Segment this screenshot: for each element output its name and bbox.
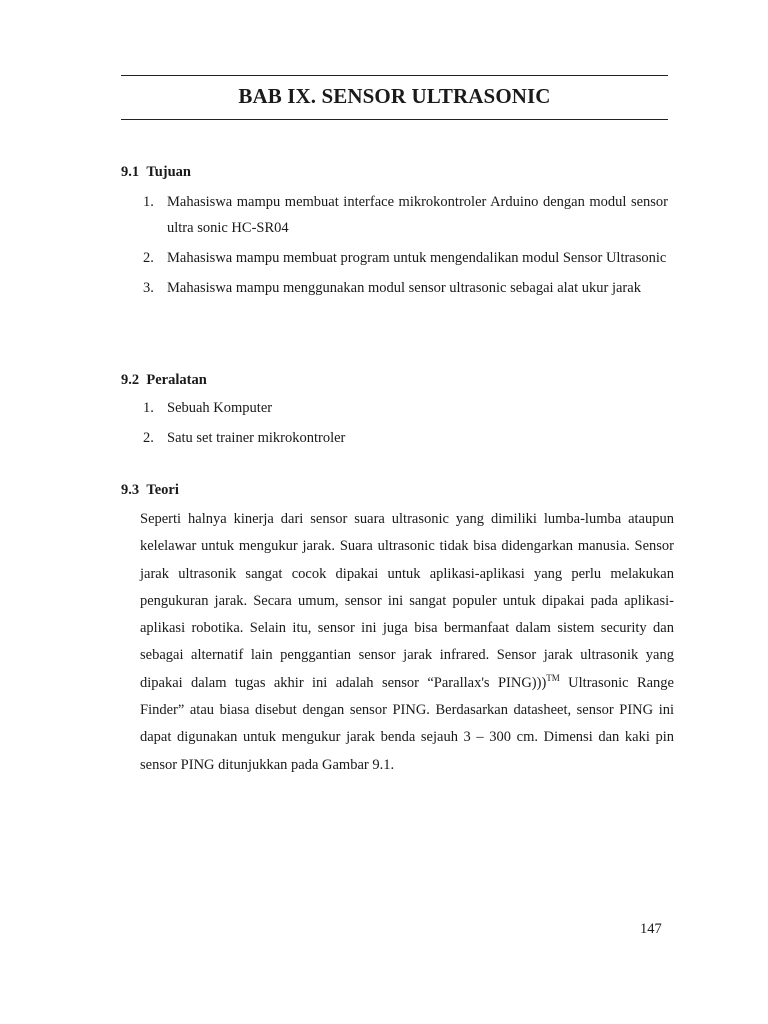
item-text: Sebuah Komputer	[167, 400, 273, 416]
item-text: Mahasiswa mampu menggunakan modul sensor ultrasonic sebagai alat ukur jarak	[167, 280, 641, 296]
chapter-title: BAB IX. SENSOR ULTRASONIC	[238, 84, 551, 108]
tujuan-list	[121, 189, 668, 301]
item-number: 2.	[143, 430, 154, 446]
list-item	[121, 395, 668, 421]
section-title: Tujuan	[146, 164, 191, 180]
list-item	[121, 425, 668, 451]
item-text: Satu set trainer mikrokontroler	[167, 430, 346, 446]
section-title: Peralatan	[146, 372, 207, 388]
paragraph-text: Seperti halnya kinerja dari sensor suara ultrasonic yang dimiliki lumba-lumba ataupun kelelawar untuk mengukur jarak. Suara ultrasonic tidak bisa didengarkan manusia. Sensor jarak ultrasonik sangat cocok dipakai untuk aplikasi-aplikasi yang perlu melakukan pengukuran jarak. Secara umum, sensor ini sangat populer untuk dipakai pada aplikasi-aplikasi robotika. Selain itu, sensor ini juga bisa bermanfaat dalam sistem security dan sebagai alternatif lain penggantian sensor jarak infrared. Sensor jarak ultrasonik yang dipakai dalam tugas akhir ini adalah sensor “Parallax's PING)))	[140, 511, 674, 691]
item-number: 1.	[143, 400, 154, 416]
title-rule-top	[121, 75, 668, 76]
item-number: 3.	[143, 280, 154, 296]
paragraph-text: Ultrasonic Range Finder” atau biasa disebut dengan sensor PING. Berdasarkan datasheet, sensor PING ini dapat digunakan untuk mengukur jarak benda sejauh 3 – 300 cm. Dimensi dan kaki pin sensor PING ditunjukkan pada Gambar 9.1.	[140, 674, 674, 773]
section-number: 9.3	[121, 482, 140, 498]
section-number: 9.2	[121, 372, 140, 388]
trademark-symbol: TM	[546, 672, 560, 683]
item-number: 2.	[143, 250, 154, 266]
page-number: 147	[640, 921, 662, 937]
list-item	[121, 245, 668, 271]
section-heading-peralatan	[121, 372, 207, 389]
item-number: 1.	[143, 194, 154, 210]
item-text: Mahasiswa mampu membuat program untuk mengendalikan modul Sensor Ultrasonic	[167, 250, 667, 266]
section-number: 9.1	[121, 164, 140, 180]
item-text: Mahasiswa mampu membuat interface mikrokontroler Arduino dengan modul sensor ultra sonic HC-SR04	[167, 194, 668, 236]
list-item	[121, 189, 668, 241]
peralatan-list	[121, 395, 668, 451]
section-heading-teori	[121, 482, 179, 499]
list-item	[121, 275, 668, 301]
section-heading-tujuan	[121, 164, 191, 181]
teori-paragraph	[140, 506, 674, 779]
title-rule-bottom	[121, 119, 668, 120]
section-title: Teori	[146, 482, 179, 498]
